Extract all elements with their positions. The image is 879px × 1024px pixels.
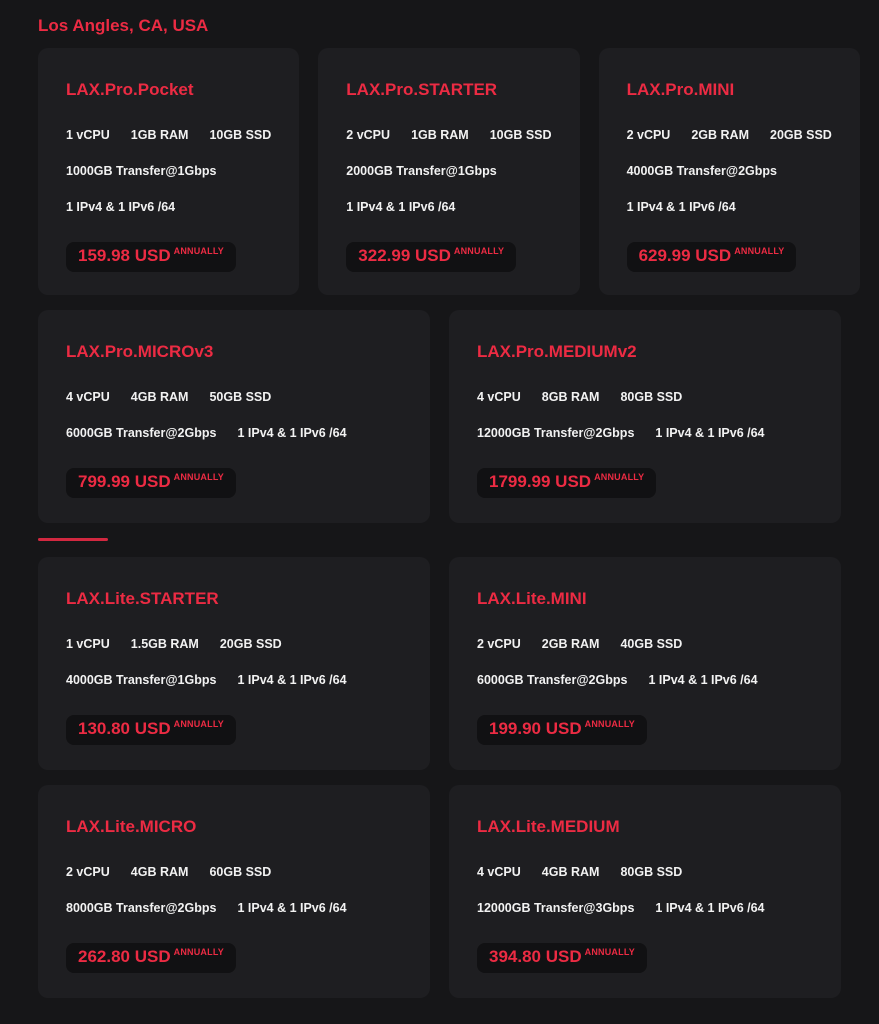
plan-ip-row [346, 197, 551, 217]
price-button[interactable] [66, 242, 236, 272]
plan-transfer: 1000GB Transfer@1Gbps [66, 164, 217, 178]
price-button[interactable] [66, 468, 236, 498]
billing-cycle: ANNUALLY [173, 719, 224, 729]
billing-cycle: ANNUALLY [584, 719, 635, 729]
plan-specs [477, 634, 813, 654]
plan-ip: 1 IPv4 & 1 IPv6 /64 [626, 200, 736, 214]
price-button[interactable] [477, 943, 647, 973]
plan-cpu: 1 vCPU [66, 128, 110, 142]
plan-specs [66, 634, 402, 654]
billing-cycle: ANNUALLY [453, 246, 505, 256]
plan-title: LAX.Lite.STARTER [66, 589, 219, 608]
plan-transfer-ip-row [66, 898, 402, 918]
plan-title: LAX.Lite.MINI [477, 589, 587, 608]
plan-title: LAX.Lite.MEDIUM [477, 817, 620, 836]
plan-transfer-ip-row [66, 423, 402, 443]
plan-cpu: 1 vCPU [66, 637, 110, 651]
price-button[interactable] [346, 242, 516, 272]
plan-ssd: 50GB SSD [209, 390, 272, 404]
plan-title: LAX.Pro.MINI [626, 80, 735, 99]
plan-ram: 4GB RAM [130, 390, 189, 404]
plan-transfer: 2000GB Transfer@1Gbps [346, 164, 497, 178]
plan-card [38, 48, 299, 295]
plan-specs [66, 862, 402, 882]
plan-price: 322.99 USD [358, 246, 451, 265]
price-button[interactable] [66, 715, 236, 745]
billing-cycle: ANNUALLY [173, 472, 224, 482]
plan-specs [477, 862, 813, 882]
plan-ram: 8GB RAM [541, 390, 600, 404]
billing-cycle: ANNUALLY [594, 472, 645, 482]
plan-ssd: 80GB SSD [620, 390, 683, 404]
plan-ram: 1GB RAM [411, 128, 469, 142]
plan-ip: 1 IPv4 & 1 IPv6 /64 [655, 426, 765, 440]
plan-specs [627, 125, 832, 145]
plan-transfer-row [627, 161, 832, 181]
plan-ram: 4GB RAM [130, 865, 189, 879]
plan-ip: 1 IPv4 & 1 IPv6 /64 [346, 200, 456, 214]
plan-card [449, 785, 841, 998]
plan-transfer-ip-row [477, 670, 813, 690]
price-button[interactable] [66, 943, 236, 973]
plan-transfer-row [346, 161, 551, 181]
plan-cpu: 2 vCPU [477, 637, 521, 651]
section-divider [38, 538, 108, 541]
plan-ram: 4GB RAM [541, 865, 600, 879]
billing-cycle: ANNUALLY [734, 246, 785, 256]
plan-transfer: 12000GB Transfer@2Gbps [477, 426, 635, 440]
region-heading: Los Angles, CA, USA [38, 16, 209, 35]
plan-ssd: 60GB SSD [209, 865, 272, 879]
plan-ip: 1 IPv4 & 1 IPv6 /64 [648, 673, 758, 687]
plan-ram: 2GB RAM [691, 128, 749, 142]
plan-cpu: 4 vCPU [477, 865, 521, 879]
plan-title: LAX.Pro.STARTER [346, 80, 498, 99]
plan-title: LAX.Pro.MEDIUMv2 [477, 342, 637, 361]
price-button[interactable] [477, 468, 656, 498]
plan-transfer-ip-row [477, 423, 813, 443]
plan-ssd: 20GB SSD [770, 128, 832, 142]
plan-transfer: 4000GB Transfer@2Gbps [626, 164, 778, 178]
plan-ip-row [627, 197, 832, 217]
plan-cpu: 2 vCPU [66, 865, 110, 879]
plan-price: 394.80 USD [489, 947, 582, 966]
plan-title: LAX.Pro.MICROv3 [66, 342, 214, 361]
plan-transfer-row [66, 161, 271, 181]
plan-ssd: 10GB SSD [489, 128, 552, 142]
plan-price: 1799.99 USD [489, 472, 592, 491]
plan-ram: 2GB RAM [541, 637, 600, 651]
plan-ip: 1 IPv4 & 1 IPv6 /64 [237, 426, 347, 440]
plan-specs [66, 387, 402, 407]
plan-ssd: 40GB SSD [620, 637, 683, 651]
plan-ip: 1 IPv4 & 1 IPv6 /64 [655, 901, 765, 915]
plan-transfer-ip-row [66, 670, 402, 690]
plan-card [38, 310, 430, 523]
plan-transfer: 6000GB Transfer@2Gbps [477, 673, 628, 687]
plan-specs [477, 387, 813, 407]
plan-ssd: 80GB SSD [620, 865, 683, 879]
lite-plans-row-1 [38, 557, 841, 770]
plan-cpu: 4 vCPU [477, 390, 521, 404]
plan-card [318, 48, 579, 295]
plan-title: LAX.Lite.MICRO [66, 817, 197, 836]
plan-card [449, 310, 841, 523]
plan-price: 799.99 USD [78, 472, 171, 491]
plan-transfer: 4000GB Transfer@1Gbps [66, 673, 217, 687]
plan-cpu: 4 vCPU [66, 390, 110, 404]
plan-card [599, 48, 860, 295]
plan-specs [66, 125, 271, 145]
pro-plans-row-2 [38, 310, 841, 523]
plan-price: 629.99 USD [638, 246, 732, 265]
billing-cycle: ANNUALLY [173, 246, 224, 256]
plan-cpu: 2 vCPU [346, 128, 391, 142]
plan-card [38, 785, 430, 998]
plan-ssd: 20GB SSD [219, 637, 282, 651]
plan-card [449, 557, 841, 770]
plan-ram: 1GB RAM [130, 128, 189, 142]
plan-specs [346, 125, 551, 145]
plan-price: 199.90 USD [489, 719, 582, 738]
plan-title: LAX.Pro.Pocket [66, 80, 194, 99]
plan-ip: 1 IPv4 & 1 IPv6 /64 [66, 200, 176, 214]
plan-transfer: 6000GB Transfer@2Gbps [66, 426, 217, 440]
plan-price: 159.98 USD [78, 246, 171, 265]
billing-cycle: ANNUALLY [584, 947, 635, 957]
plan-cpu: 2 vCPU [626, 128, 671, 142]
plan-transfer: 8000GB Transfer@2Gbps [66, 901, 217, 915]
lite-plans-row-2 [38, 785, 841, 998]
billing-cycle: ANNUALLY [173, 947, 224, 957]
plan-price: 130.80 USD [78, 719, 171, 738]
plan-transfer: 12000GB Transfer@3Gbps [477, 901, 635, 915]
pro-plans-row-1 [38, 48, 841, 295]
price-button[interactable] [477, 715, 647, 745]
plan-card [38, 557, 430, 770]
plan-transfer-ip-row [477, 898, 813, 918]
plan-ip-row [66, 197, 271, 217]
plan-ip: 1 IPv4 & 1 IPv6 /64 [237, 673, 347, 687]
price-button[interactable] [627, 242, 797, 272]
plan-ram: 1.5GB RAM [130, 637, 199, 651]
plan-price: 262.80 USD [78, 947, 171, 966]
plan-ssd: 10GB SSD [209, 128, 272, 142]
plan-ip: 1 IPv4 & 1 IPv6 /64 [237, 901, 347, 915]
